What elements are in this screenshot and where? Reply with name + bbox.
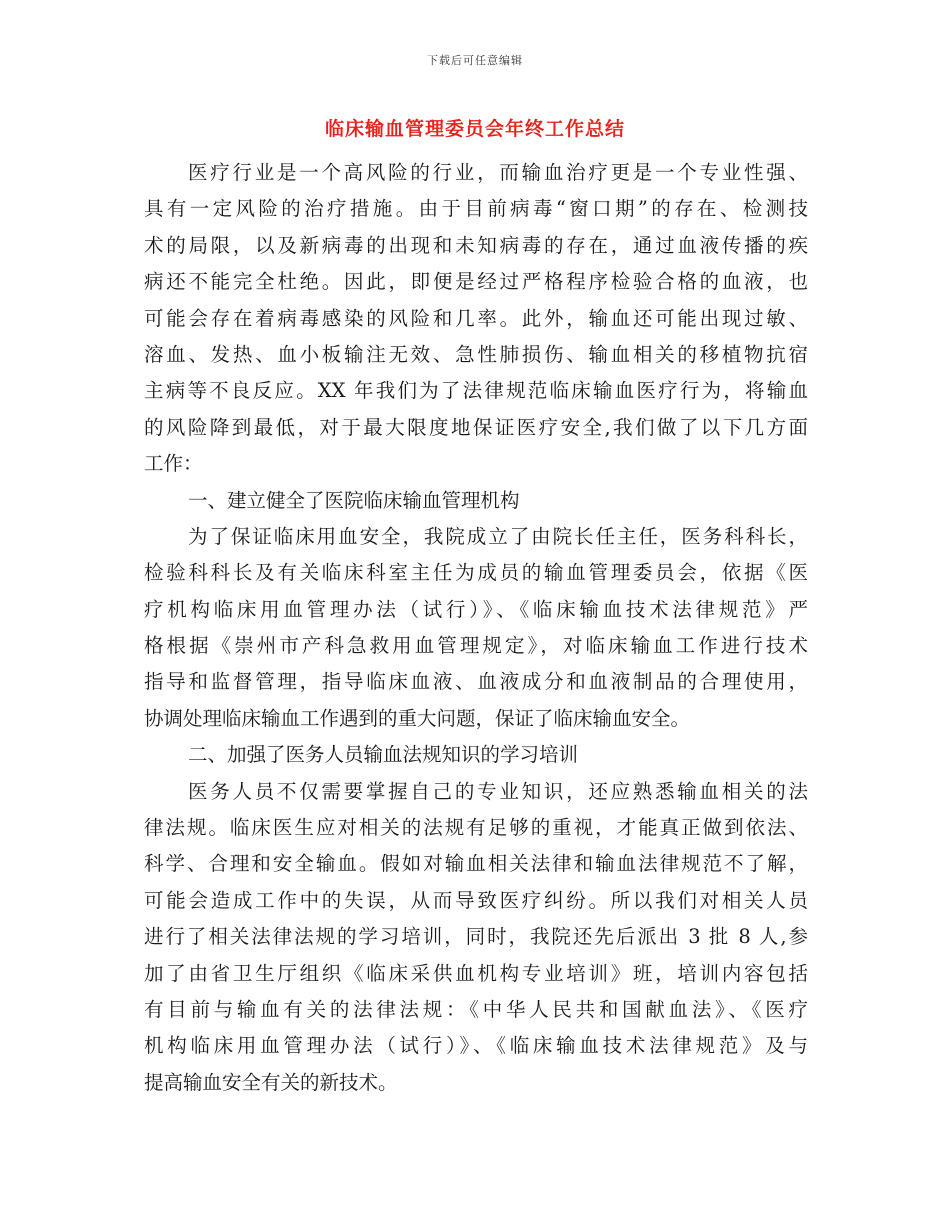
paragraph-line: 科学、合理和安全输血。假如对输血相关法律和输血法律规范不了解， [144, 852, 808, 876]
paragraph-line: 格根据《崇州市产科急救用血管理规定》，对临床输血工作进行技术 [144, 634, 808, 658]
paragraph-line: 可能会造成工作中的失误，从而导致医疗纠纷。所以我们对相关人员 [144, 888, 808, 912]
paragraph-line: 二、加强了医务人员输血法规知识的学习培训 [188, 743, 579, 767]
paragraph-line: 工作： [144, 452, 203, 476]
paragraph-line: 疗机构临床用血管理办法（试行）》、《临床输血技术法律规范》严 [144, 597, 808, 621]
paragraph-line: 具有一定风险的治疗措施。由于目前病毒“窗口期”的存在、检测技 [144, 197, 808, 221]
paragraph-line: 医疗行业是一个高风险的行业，而输血治疗更是一个专业性强、 [188, 161, 808, 184]
document-title: 临床输血管理委员会年终工作总结 [324, 118, 625, 140]
paragraph-line: 病还不能完全杜绝。因此，即便是经过严格程序检验合格的血液，也 [144, 270, 808, 294]
header-note: 下载后可任意编辑 [427, 54, 523, 67]
paragraph-line: 机构临床用血管理办法（试行）》、《临床输血技术法律规范》及与 [144, 1034, 808, 1058]
paragraph-line: 一、建立健全了医院临床输血管理机构 [188, 488, 520, 512]
paragraph-line: 检验科科长及有关临床科室主任为成员的输血管理委员会，依据《医 [144, 561, 808, 585]
paragraph-line: 进行了相关法律法规的学习培训，同时，我院还先后派出 3 批 8 人,参 [144, 925, 808, 949]
paragraph-line: 为了保证临床用血安全，我院成立了由院长任主任，医务科科长， [188, 524, 808, 548]
paragraph-line: 加了由省卫生厅组织《临床采供血机构专业培训》班，培训内容包括 [144, 961, 808, 985]
paragraph-line: 的风险降到最低，对于最大限度地保证医疗安全,我们做了以下几方面 [144, 415, 808, 439]
paragraph-line: 可能会存在着病毒感染的风险和几率。此外，输血还可能出现过敏、 [144, 306, 808, 330]
document-body [144, 155, 808, 1101]
paragraph-line: 医务人员不仅需要掌握自己的专业知识，还应熟悉输血相关的法 [188, 779, 808, 803]
paragraph-line: 协调处理临床输血工作遇到的重大问题，保证了临床输血安全。 [144, 706, 691, 730]
paragraph-line: 主病等不良反应。XX 年我们为了法律规范临床输血医疗行为，将输血 [144, 379, 808, 403]
paragraph-line: 溶血、发热、血小板输注无效、急性肺损伤、输血相关的移植物抗宿 [144, 342, 808, 366]
paragraph-line: 指导和监督管理，指导临床血液、血液成分和血液制品的合理使用， [144, 670, 808, 694]
paragraph-line: 律法规。临床医生应对相关的法规有足够的重视，才能真正做到依法、 [144, 816, 808, 840]
paragraph-line: 有目前与输血有关的法律法规：《中华人民共和国献血法》、《医疗 [144, 997, 808, 1021]
paragraph-line: 术的局限，以及新病毒的出现和未知病毒的存在，通过血液传播的疾 [144, 233, 808, 257]
paragraph-line: 提高输血安全有关的新技术。 [144, 1070, 398, 1094]
